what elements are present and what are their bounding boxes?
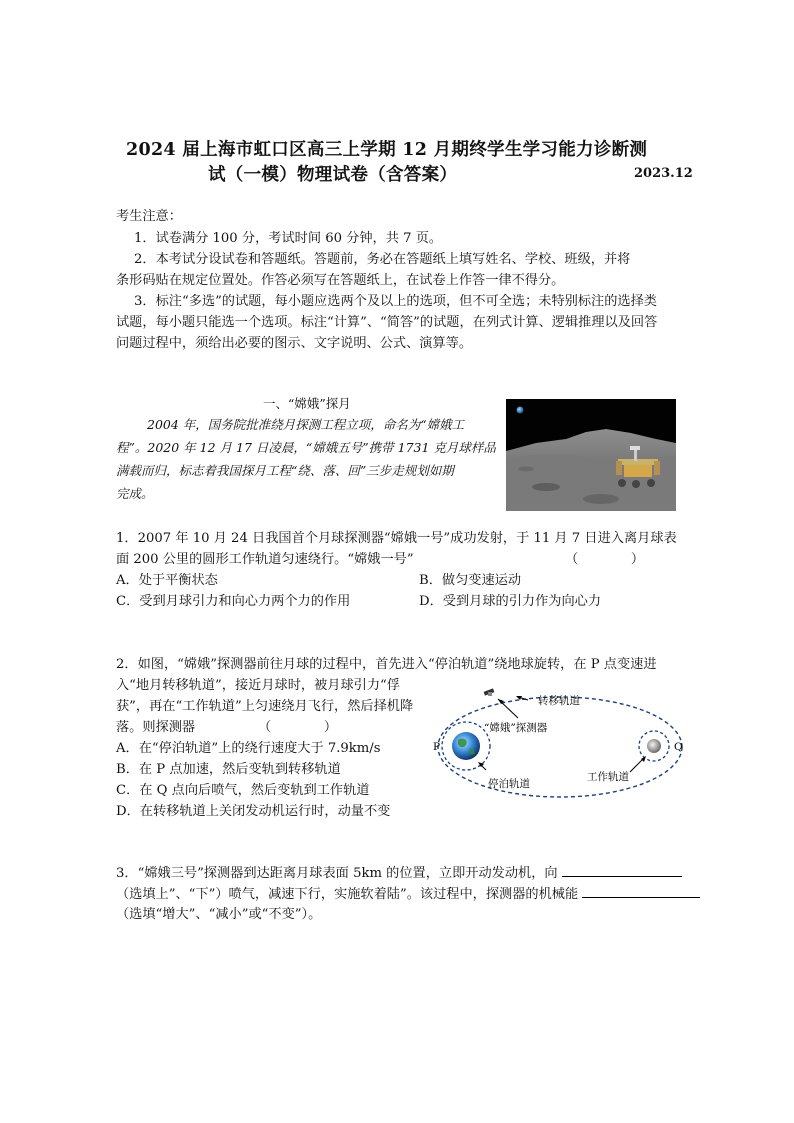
q3-stem-line2: （选填上”、“下”）喷气，减速下行，实施软着陆”。该过程中，探测器的机械能 <box>116 887 579 902</box>
point-p-label: P <box>433 741 441 753</box>
q2-option-d[interactable]: D．在转移轨道上关闭发动机运行时，动量不变 <box>116 804 391 819</box>
q2-stem-line1: 2．如图，“嫦娥”探测器前往月球的过程中，首先进入“停泊轨道”绕地球旋转，在 P 点变速进 <box>116 657 657 672</box>
q1-stem-line2: 面 200 公里的圆形工作轨道匀速绕行。“嫦娥一号” <box>116 552 414 567</box>
q1-option-b[interactable]: B．做匀变速运动 <box>419 573 522 588</box>
q2-answer-paren[interactable]: （ ） <box>258 720 338 735</box>
parking-orbit-label: 停泊轨道 <box>488 778 530 790</box>
q3-stem-line1: 3．“嫦娥三号”探测器到达距离月球表面 5km 的位置，立即开动发动机，向 <box>116 866 558 881</box>
q2-stem-line2: 入“地月转移轨道”，接近月球时，被月球引力“俘 <box>116 678 400 693</box>
section-intro-1: 2004 年，国务院批准绕月探测工程立项，命名为“嫦娥工 <box>147 417 465 432</box>
notice-heading: 考生注意： <box>116 209 182 224</box>
q2-option-b[interactable]: B．在 P 点加速，然后变轨到转移轨道 <box>116 762 341 777</box>
page-title-line1: 2024 届上海市虹口区高三上学期 12 月期终学生学习能力诊断测 <box>126 140 648 160</box>
notice-item-3b: 试题，每小题只能选一个选项。标注“计算”、“简答”的试题，在列式计算、逻辑推理以及回答 <box>116 315 658 330</box>
notice-item-2a: 2．本考试分设试卷和答题纸。答题前，务必在答题纸上填写姓名、学校、班级，并将 <box>134 252 631 267</box>
q3-blank-direction[interactable] <box>562 862 682 877</box>
section-intro-4: 完成。 <box>116 486 154 501</box>
moon-icon <box>647 739 661 753</box>
work-orbit-label: 工作轨道 <box>587 771 629 783</box>
transfer-orbit-label: 转移轨道 <box>538 695 580 707</box>
q1-answer-paren[interactable]: （ ） <box>565 552 645 567</box>
exam-date: 2023.12 <box>634 166 693 181</box>
q2-stem-line3: 获”，再在“工作轨道”上匀速绕月飞行，然后择机降 <box>116 699 414 714</box>
q1-stem-line1: 1．2007 年 10 月 24 日我国首个月球探测器“嫦娥一号”成功发射，于 11 月 7 日进入离月球表 <box>116 531 677 546</box>
q2-stem-line4: 落。则探测器 <box>116 720 196 735</box>
q2-option-c[interactable]: C．在 Q 点向后喷气，然后变轨到工作轨道 <box>116 783 370 798</box>
q2-option-a[interactable]: A．在“停泊轨道”上的绕行速度大于 7.9km/s <box>116 741 381 756</box>
section-intro-3: 满载而归，标志着我国探月工程“绕、落、回”三步走规划如期 <box>116 463 454 478</box>
q1-option-a[interactable]: A．处于平衡状态 <box>116 573 218 588</box>
section-intro-2: 程”。2020 年 12 月 17 日凌晨，“嫦娥五号”携带 1731 克月球样品 <box>116 440 496 455</box>
notice-item-3c: 问题过程中，须给出必要的图示、文字说明、公式、演算等。 <box>116 336 473 351</box>
orbit-diagram <box>430 686 692 806</box>
notice-item-2b: 条形码贴在规定位置处。作答必须写在答题纸上，在试卷上作答一律不得分。 <box>116 273 565 288</box>
q3-stem-line3: （选填“增大”、“减小”或“不变”）。 <box>116 907 322 922</box>
notice-item-1: 1．试卷满分 100 分，考试时间 60 分钟，共 7 页。 <box>134 231 443 246</box>
q3-blank-energy[interactable] <box>582 883 700 898</box>
notice-item-3a: 3．标注“多选”的试题，每小题应选两个及以上的选项，但不可全选；未特别标注的选择类 <box>134 294 657 309</box>
q1-option-c[interactable]: C．受到月球引力和向心力两个力的作用 <box>116 594 351 609</box>
lunar-rover-photo <box>506 399 676 511</box>
q1-option-d[interactable]: D．受到月球的引力作为向心力 <box>419 594 602 609</box>
probe-icon <box>484 688 495 696</box>
section-title: 一、“嫦娥”探月 <box>263 396 351 411</box>
probe-label: “嫦娥”探测器 <box>484 722 548 734</box>
earth-icon <box>452 732 480 760</box>
page-title-line2: 试（一模）物理试卷（含答案） <box>208 165 458 185</box>
point-q-label: Q <box>674 741 683 753</box>
